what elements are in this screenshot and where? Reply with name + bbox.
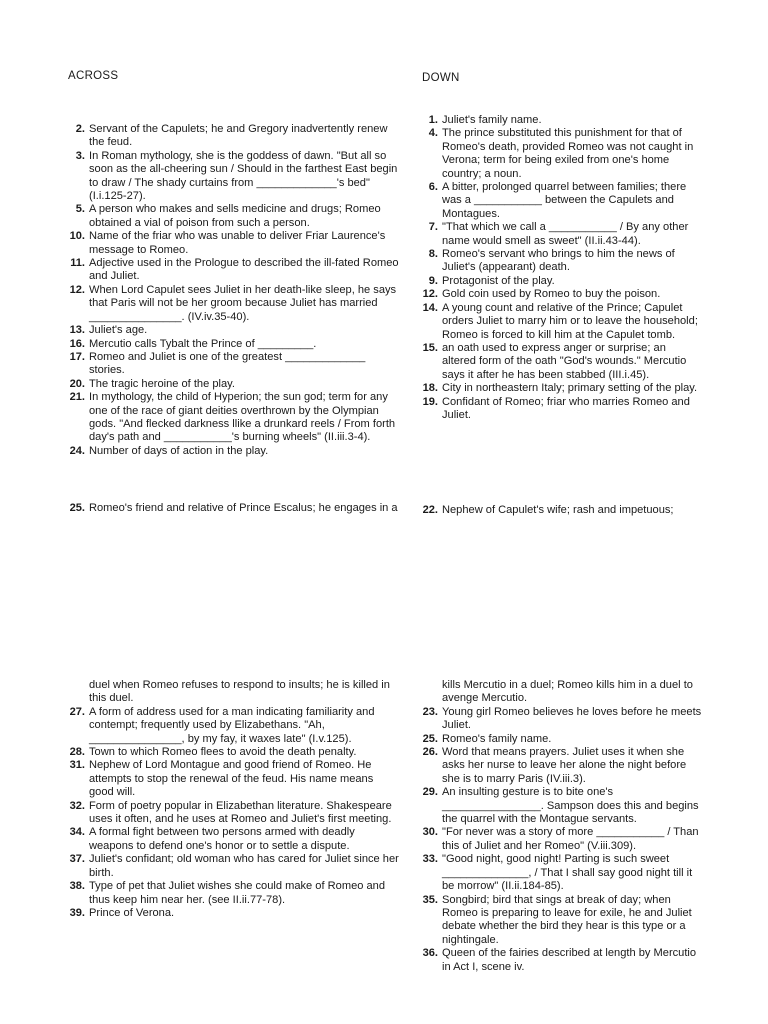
clue-number: 10.	[69, 230, 85, 243]
clue-item	[420, 342, 702, 382]
clue-text: Adjective used in the Prologue to described the ill-fated Romeo and Juliet.	[89, 257, 399, 283]
clue-text: A form of address used for a man indicating familiarity and contempt; frequently used by Elizabethans. "Ah, _______________, by my fay, it waxes late" (I.v.125).	[89, 705, 375, 745]
clue-item	[420, 733, 702, 746]
clue-text: A person who makes and sells medicine and drugs; Romeo obtained a vial of poison from such a person.	[89, 203, 381, 229]
clue-number: 6.	[428, 181, 438, 194]
down-clue-list-continued	[420, 679, 702, 974]
clue-number: 17.	[69, 350, 85, 363]
clue-number: 9.	[428, 274, 438, 287]
clue-item	[67, 123, 401, 150]
clue-text: Romeo's family name.	[442, 732, 552, 745]
clue-item	[67, 445, 401, 458]
clue-text: Number of days of action in the play.	[89, 444, 269, 457]
clue-number: 11.	[70, 257, 85, 270]
clue-number: 34.	[69, 826, 85, 839]
clue-number: 23.	[422, 705, 438, 718]
clue-text: The prince substituted this punishment for that of Romeo's death, provided Romeo was not caught in Verona; term for being exiled from one's home country; a noun.	[442, 127, 694, 180]
clue-number: 26.	[422, 746, 438, 759]
clue-text: Servant of the Capulets; he and Gregory inadvertently renew the feud.	[89, 123, 388, 149]
clue-item	[420, 826, 702, 853]
clue-item	[67, 230, 401, 257]
clue-number: 21.	[69, 391, 85, 404]
clue-number: 32.	[69, 799, 85, 812]
down-clue-list	[420, 114, 702, 422]
clue-number: 5.	[75, 203, 85, 216]
clue-item	[67, 338, 401, 351]
clue-text: In mythology, the child of Hyperion; the sun god; term for any one of the race of giant deities overthrown by the Olympian gods. "And flecked darkness llike a drunkard reels / From forth day's path and ___________'s burning wheels" (II.iii.3-4).	[89, 391, 396, 444]
clue-number: 20.	[69, 377, 85, 390]
clue-item	[420, 288, 702, 301]
clue-text: "For never was a story of more ___________ / Than this of Juliet and her Romeo" (V.iii.309).	[442, 826, 699, 852]
clue-item	[420, 786, 702, 826]
clue-item	[420, 894, 702, 948]
clue-item	[67, 800, 401, 827]
clue-item	[67, 378, 401, 391]
clue-number: 2.	[75, 123, 85, 135]
clue-number: 19.	[422, 395, 438, 408]
clue-text: A bitter, prolonged quarrel between families; there was a ___________ between the Capulets and Montagues.	[442, 181, 687, 220]
clue-item	[420, 221, 702, 248]
clue-number: 12.	[69, 283, 85, 296]
clue-number: 18.	[422, 382, 438, 395]
across-heading: ACROSS	[68, 70, 119, 82]
clue-text: Mercutio calls Tybalt the Prince of _________.	[89, 337, 317, 350]
clue-number: 8.	[428, 248, 438, 261]
clue-number: 33.	[422, 853, 438, 866]
across-clue-list-continued	[67, 679, 401, 920]
clue-item	[67, 284, 401, 324]
clue-text: Confidant of Romeo; friar who marries Romeo and Juliet.	[442, 395, 690, 421]
clue-text: Juliet's confidant; old woman who has cared for Juliet since her birth.	[89, 853, 399, 879]
clue-text: Romeo and Juliet is one of the greatest _____________ stories.	[89, 350, 366, 377]
clue-text: Romeo's servant who brings to him the news of Juliet's (appearant) death.	[442, 248, 675, 274]
clue-text: Queen of the fairies described at length by Mercutio in Act I, scene iv.	[442, 947, 697, 973]
clue-item	[420, 248, 702, 275]
clue-number: 1.	[428, 114, 438, 126]
across-clue-25	[67, 502, 417, 515]
clue-item	[420, 706, 702, 733]
clue-number: 25.	[69, 502, 85, 514]
clue-number: 29.	[422, 786, 438, 799]
down-clue-22	[420, 504, 720, 517]
clue-text: City in northeastern Italy; primary setting of the play.	[442, 382, 698, 395]
clue-text: In Roman mythology, she is the goddess of dawn. "But all so soon as the all-cheering sun / Should in the farthest East begin to draw / The shady curtains from _____________'s bed" (I.i.125-27).	[89, 149, 398, 203]
clue-item	[420, 302, 702, 342]
clue-item	[420, 382, 702, 395]
across-clue-list	[67, 123, 401, 458]
clue-text: "That which we call a ___________ / By any other name would smell as sweet" (II.ii.43-44).	[442, 221, 689, 247]
clue-number: 16.	[69, 337, 85, 350]
clue-item	[67, 150, 401, 204]
down-heading: DOWN	[422, 72, 460, 84]
clue-item	[420, 396, 702, 423]
clue-text: Protagonist of the play.	[442, 274, 555, 287]
clue-text: The tragic heroine of the play.	[89, 377, 235, 390]
clue-item	[67, 759, 401, 799]
clue-item	[67, 706, 401, 746]
clue-number: 27.	[69, 705, 85, 718]
clue-text: Gold coin used by Romeo to buy the poison.	[442, 288, 661, 301]
clue-item	[420, 853, 702, 893]
clue-number: 3.	[75, 149, 85, 162]
clue-text: Name of the friar who was unable to deliver Friar Laurence's message to Romeo.	[89, 230, 386, 256]
clue-number: 28.	[69, 746, 85, 759]
clue-number: 22.	[422, 504, 438, 516]
clue-number: 38.	[69, 880, 85, 893]
clue-text: Prince of Verona.	[89, 906, 175, 919]
clue-number: 35.	[422, 893, 438, 906]
clue-text: An insulting gesture is to bite one's ________________. Sampson does this and begins the quarrel with the Montague servants.	[442, 786, 699, 826]
clue-text: A formal fight between two persons armed with deadly weapons to defend one's honor or to settle a dispute.	[89, 826, 355, 852]
clue-number: 37.	[69, 853, 85, 866]
clue-text: Nephew of Capulet's wife; rash and impetuous;	[442, 504, 674, 516]
clue-number: 12.	[422, 288, 438, 301]
clue-text: A young count and relative of the Prince; Capulet orders Juliet to marry him or to leave the household; Romeo is forced to kill him at the Capulet tomb.	[442, 301, 698, 341]
clue-item	[67, 257, 401, 284]
clue-number: 4.	[428, 127, 438, 140]
clue-item	[67, 351, 401, 378]
clue-text: Type of pet that Juliet wishes she could make of Romeo and thus keep him near her. (see II.ii.77-78).	[89, 880, 385, 906]
clue-text: Word that means prayers. Juliet uses it when she asks her nurse to leave her alone the night before she is to marry Paris (IV.iii.3).	[442, 746, 687, 785]
clue-text: When Lord Capulet sees Juliet in her death-like sleep, he says that Paris will not be her groom because Juliet has married _______________. (IV.iv.35-40).	[89, 283, 397, 323]
clue-item	[67, 746, 401, 759]
clue-text: Songbird; bird that sings at break of day; when Romeo is preparing to leave for exile, he and Juliet debate whether the bird they hear is this type or a nightingale.	[442, 893, 692, 946]
clue-item	[67, 324, 401, 337]
clue-item	[67, 826, 401, 853]
clue-text: Young girl Romeo believes he loves before he meets Juliet.	[442, 705, 702, 732]
clue-text: an oath used to express anger or surprise; an altered form of the oath "God's wounds." Mercutio says it after he has been stabbed (III.i.45).	[442, 341, 687, 381]
clue-item	[420, 947, 702, 974]
clue-text: Juliet's family name.	[442, 114, 542, 126]
clue-number: 31.	[69, 759, 85, 772]
clue-text: Romeo's friend and relative of Prince Escalus; he engages in a	[89, 502, 398, 514]
clue-item	[67, 880, 401, 907]
clue-number: 30.	[422, 826, 438, 839]
clue-number: 7.	[428, 221, 438, 234]
clue-number: 25.	[422, 732, 438, 745]
clue-number: 15.	[422, 341, 438, 354]
clue-item	[67, 853, 401, 880]
clue-item	[67, 907, 401, 920]
across-clue-25-continued: duel when Romeo refuses to respond to insults; he is killed in this duel.	[89, 679, 390, 705]
clue-number: 24.	[69, 444, 85, 457]
clue-number: 13.	[69, 324, 85, 337]
clue-text: Town to which Romeo flees to avoid the death penalty.	[89, 746, 357, 759]
clue-text: Juliet's age.	[89, 324, 148, 337]
down-clue-22-continued: kills Mercutio in a duel; Romeo kills him in a duel to avenge Mercutio.	[442, 679, 693, 705]
clue-item	[420, 181, 702, 221]
clue-item	[67, 203, 401, 230]
clue-item	[420, 127, 702, 181]
clue-number: 36.	[422, 947, 438, 960]
clue-item	[67, 391, 401, 445]
clue-number: 39.	[69, 906, 85, 919]
clue-text: Form of poetry popular in Elizabethan literature. Shakespeare uses it often, and he uses at Romeo and Juliet's first meeting.	[89, 799, 392, 826]
clue-number: 14.	[422, 301, 438, 314]
clue-item	[420, 114, 702, 127]
clue-text: Nephew of Lord Montague and good friend of Romeo. He attempts to stop the renewal of the feud. His name means good will.	[89, 759, 374, 799]
clue-item	[420, 275, 702, 288]
clue-item	[420, 746, 702, 786]
clue-text: "Good night, good night! Parting is such sweet ______________, / That I shall say good night till it be morrow" (II.ii.184-85).	[442, 853, 693, 893]
